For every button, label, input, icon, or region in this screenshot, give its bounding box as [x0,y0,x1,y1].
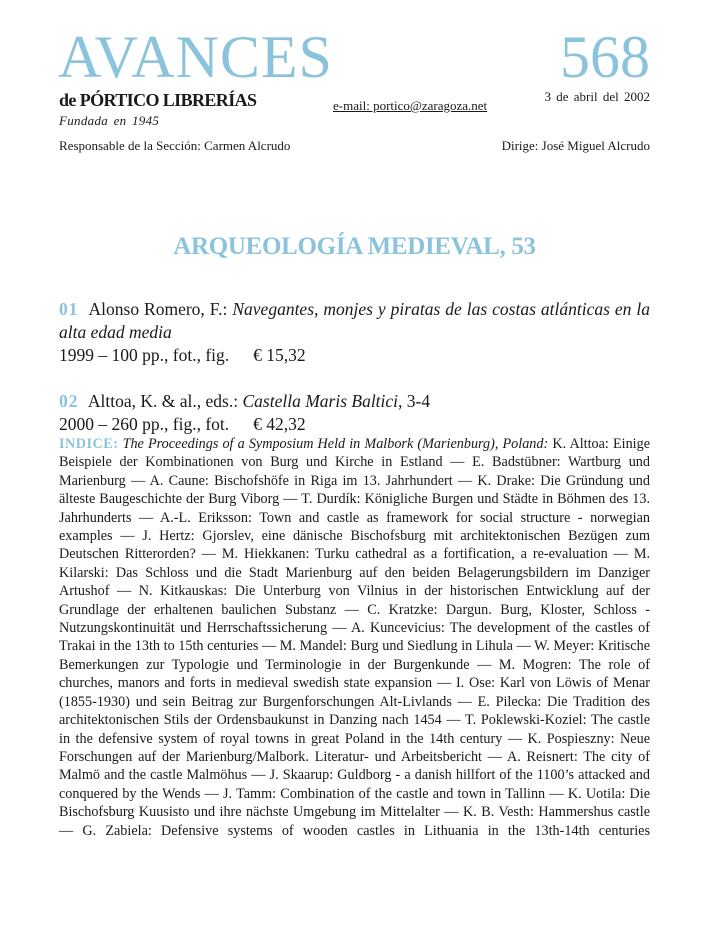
entry-title: Castella Maris Baltici, [242,391,403,411]
entry-number: 02 [59,391,79,411]
index-contents: K. Alttoa: Einige Beispiele der Kombinationen von Burg und Kirche in Estland — E. Badstübner: Wartburg und Marienburg — A. Caune: Bischofshöfe in Riga im 13. Jahrhundert — K. Drake: Die Gründung und älteste Baugeschichte der Burg Viborg — T. Durdík: Königliche Burgen und Städte in Böhmen des 13. Jahrhunderts — A.-L. Eriksson: Town and castle as framework for social structure - norwegian examples — J. Hertz: Gjorslev, eine dänische Bischofsburg mit architektonischen Bezügen zum Deutschen Ritterorden? — M. Hiekkanen: Turku cathedral as a fortification, a re-evaluation — M. Kilarski: Das Schloss und die Stadt Marienburg auf den beiden Belagerungsbildern im Danziger Artushof — N. Kitkauskas: Die Unterburg von Vilnius in der historischen Entwicklung auf der Grundlage der erhaltenen baulichen Substanz — C. Kratzke: Dargun. Burg, Kloster, Schloss - Nutzungskontinuität und Herrschaftssicherung — A. Kuncevicius: The development of the castles of Trakai in the 13th to 15th centuries — M. Mandel: Burg und Siedlung in Lihula — W. Meyer: Kritische Bemerkungen zur Typologie und Terminologie in der Burgenkunde — M. Mogren: The role of churches, manors and forts in medieval swedish state expansion — I. Ose: Karl von Löwis of Menar (1855-1930) und sein Beitrag zur Burgenforschungen Alt-Livlands — E. Pilecka: Die Tradition des architektonischen Stils der Ordensbaukunst in Danzing nach 1454 — T. Poklewski-Koziel: The castle in the defensive system of royal towns in great Poland in the 14th century — K. Pospieszny: Neue Forschungen auf der Marienburg/Malbork. Literatur- und Arbeitsbericht — A. Reisnert: The city of Malmö and the castle Malmöhus — J. Skaarup: Guldborg - a danish hillfort of the 1100’s attacked and conquered by the Wends — J. Tamm: Combination of the castle and town in Tallinn — K. Uotila: Die Bischofsburg Kuusisto und ihre nächste Umgebung im Mittelalter — K. B. Vesth: Hammershus castle — G. Zabiela: Defensive systems of wooden castles in Lithuania in the 13th-14th centuries [59,436,650,839]
email-link[interactable]: e-mail: portico@zaragoza.net [333,98,488,113]
catalog-entry [59,298,650,367]
index-label: INDICE: [59,436,119,452]
director-line: Dirige: José Miguel Alcrudo [501,138,650,153]
issue-number: 568 [560,24,650,90]
entry-author: Alttoa, K. & al., eds.: [87,391,239,411]
entry-title: Navegantes, monjes y piratas de las costas atlánticas en la alta edad media [59,299,650,342]
catalog-entry [59,390,650,436]
entry-meta-line [59,413,650,436]
entry-author: Alonso Romero, F.: [88,299,228,319]
entry-volume: 3-4 [406,391,431,411]
entry-price: € 15,32 [253,345,306,365]
entry-meta-line [59,344,650,367]
index-intro: The Proceedings of a Symposium Held in Malbork (Marienburg), Poland: [122,436,549,452]
responsible-line: Responsable de la Sección: Carmen Alcrudo [59,138,291,153]
publisher-name: de PÓRTICO LIBRERÍAS [59,90,257,110]
entry-index [59,435,650,840]
masthead-title: AVANCES [58,24,333,90]
entry-meta: 2000 – 260 pp., fig., fot. [59,414,230,434]
entry-price: € 42,32 [253,414,306,434]
entry-meta: 1999 – 100 pp., fot., fig. [59,345,230,365]
section-title: ARQUEOLOGÍA MEDIEVAL, 53 [173,233,536,260]
entry-number: 01 [59,299,79,319]
founded-line: Fundada en 1945 [59,113,160,128]
issue-date: 3 de abril del 2002 [544,89,650,104]
